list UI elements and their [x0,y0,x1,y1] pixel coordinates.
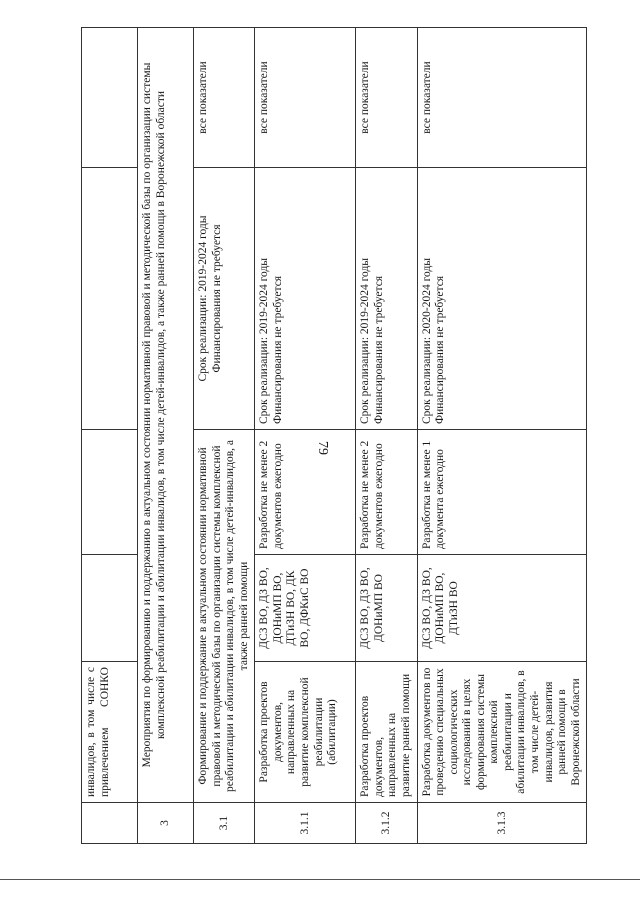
rotated-page-content [81,28,582,844]
financing-text: Финансирования не требуется [434,275,447,424]
financing-text: Финансирования не требуется [372,275,385,424]
period-text: Срок реализации: 2019-2024 годы [359,257,372,424]
cell-period-financing [356,168,417,430]
cell-executors: ДСЗ ВО, ДЗ ВО, ДОНиМП ВО [356,555,417,662]
cell-empty [82,28,138,168]
cell-row-number: 3.1.1 [255,803,356,844]
table-row-3-1-1 [255,28,356,844]
table-row-continuation [82,28,138,844]
cell-period-financing [417,168,587,430]
cell-empty [82,168,138,430]
cell-subsection-title: Формирование и поддержание в актуальном состоянии нормативной правовой и методической базы по организации системы комплексной реабилитации и абилитации инвалидов, в том числе детей-инвалидов, а также ранней помощи [194,430,255,803]
cell-action-name: Разработка проектов документов, направленных на развитие комплексной реабилитации (абилитации) [255,662,356,803]
cell-indicators: все показатели [417,28,587,168]
cell-indicators: все показатели [194,28,255,168]
cell-indicators: все показатели [356,28,417,168]
cell-result: Разработка не менее 2 документов ежегодно [255,430,356,555]
table-row-3-1 [194,28,255,844]
financing-text: Финансирования не требуется [210,224,223,373]
cell-section-title: Мероприятия по формированию и поддержанию в актуальном состоянии нормативной правовой и методической базы по организации системы комплексной реабилитации и абилитации инвалидов, в том числе детей-инвалидов, а также ранней помощи в Воронежской области [138,28,194,803]
period-text: Срок реализации: 2020-2024 годы [420,257,433,424]
cell-period-financing [255,168,356,430]
cell-executors: ДСЗ ВО, ДЗ ВО, ДОНиМП ВО, ДТиЗН ВО, ДК ВО, ДФКиС ВО [255,555,356,662]
cell-row-number: 3.1.2 [356,803,417,844]
cell-executors: ДСЗ ВО, ДЗ ВО, ДОНиМП ВО, ДТиЗН ВО [417,555,587,662]
cell-continuation-text: инвалидов, в том числе с привлечением СОНКО [82,662,138,803]
period-text: Срок реализации: 2019-2024 годы [258,257,271,424]
table-row-section-3 [138,28,194,844]
cell-action-name: Разработка проектов документов, направленных на развитие ранней помощи [356,662,417,803]
table-row-3-1-3 [417,28,587,844]
cell-row-number: 3 [138,803,194,844]
plan-table [81,27,587,844]
cell-result: Разработка не менее 1 документа ежегодно [417,430,587,555]
page-number: 79 [315,441,330,455]
page-bottom-rule [0,879,640,880]
financing-text: Финансирования не требуется [271,275,284,424]
cell-num-empty [82,803,138,844]
cell-row-number: 3.1.3 [417,803,587,844]
period-text: Срок реализации: 2019-2024 годы [197,215,209,382]
cell-action-name: Разработка документов по проведению специальных социологических исследований в целях формирования системы комплексной реабилитации и абилитации инвалидов, в том числе детей-инвалидов, развития ранней помощи в Воронежской области [417,662,587,803]
cell-result: Разработка не менее 2 документов ежегодно [356,430,417,555]
cell-row-number: 3.1 [194,803,255,844]
cell-period-financing [194,168,255,430]
cell-indicators: все показатели [255,28,356,168]
table-row-3-1-2 [356,28,417,844]
cell-empty [82,430,138,555]
cell-empty [82,555,138,662]
